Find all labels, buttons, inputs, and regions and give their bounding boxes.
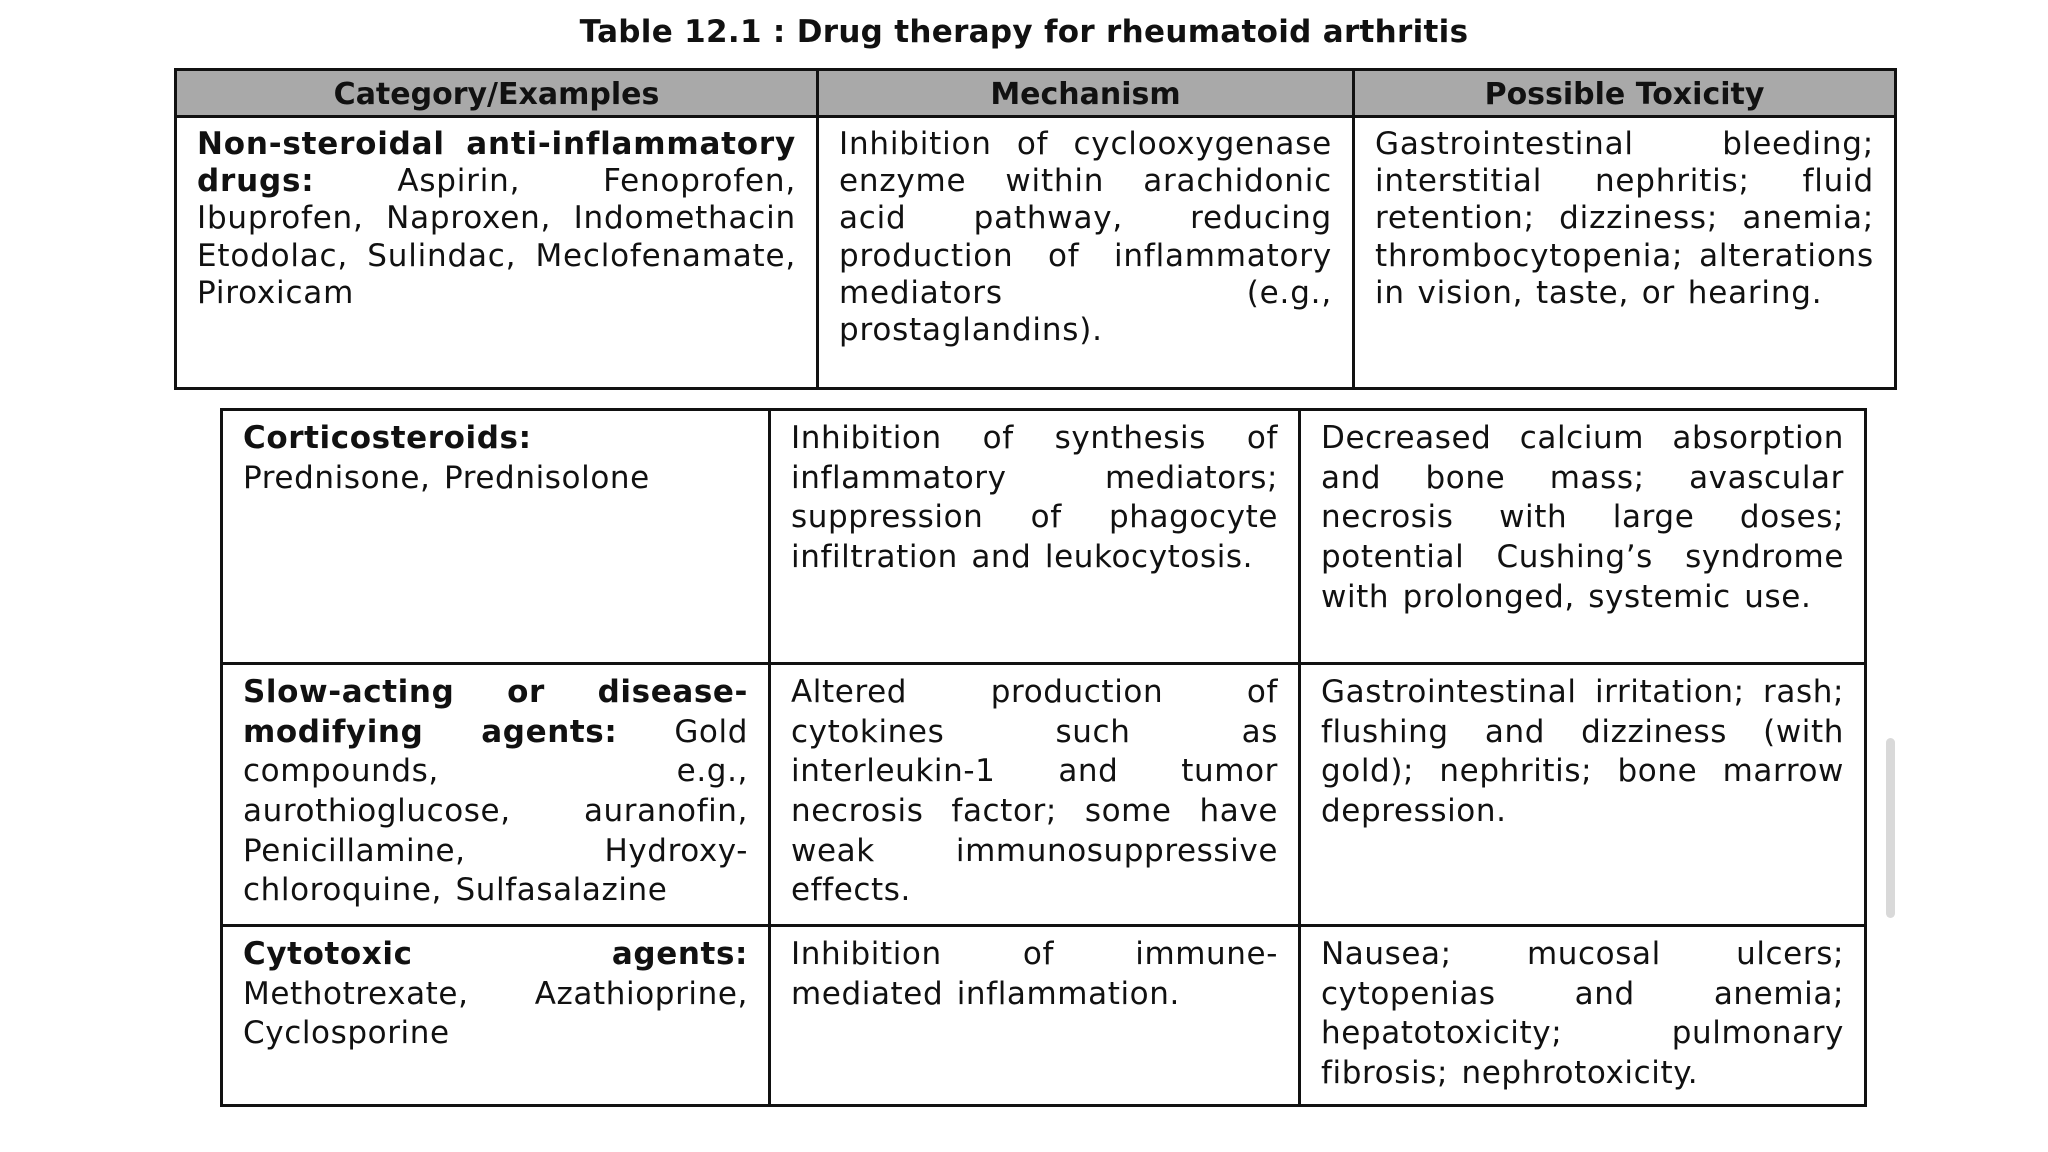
category-name: Cytotoxic agents: <box>243 936 748 972</box>
category-cell <box>222 664 770 926</box>
category-examples: Gold compounds, e.g., aurothioglucose, auranofin, Penicillamine, Hydroxy-chloroquine, Sulfasalazine <box>243 713 748 909</box>
header-category: Category/Examples <box>176 70 818 117</box>
table-title: Table 12.1 : Drug therapy for rheumatoid arthritis <box>579 14 1469 50</box>
mechanism-cell: Altered production of cytokines such as interleukin-1 and tumor necrosis factor; some have weak immunosuppressive effects. <box>770 664 1300 926</box>
category-name: Slow-acting or disease-modifying agents: <box>243 674 748 750</box>
mechanism-cell: Inhibition of immune-mediated inflammation. <box>770 926 1300 1106</box>
toxicity-cell: Gastrointestinal irritation; rash; flushing and dizziness (with gold); nephritis; bone marrow depression. <box>1300 664 1866 926</box>
toxicity-cell: Gastrointestinal bleeding; interstitial nephritis; fluid retention; dizziness; anemia; thrombocytopenia; alterations in vision, taste, or hearing. <box>1354 117 1896 389</box>
table-row <box>222 410 1866 664</box>
drug-table-part-1 <box>174 68 1897 390</box>
toxicity-cell: Nausea; mucosal ulcers; cytopenias and anemia; hepatotoxicity; pulmonary fibrosis; nephrotoxicity. <box>1300 926 1866 1106</box>
category-examples: Prednisone, Prednisolone <box>243 459 650 496</box>
drug-table-part-2 <box>220 408 1867 1107</box>
category-examples: Aspirin, Fenoprofen, Ibuprofen, Naproxen, Indomethacin Etodolac, Sulindac, Meclofenamate, Piroxicam <box>197 163 796 311</box>
mechanism-cell: Inhibition of cyclooxygenase enzyme within arachidonic acid pathway, reducing production of inflammatory mediators (e.g., prostaglandins). <box>818 117 1354 389</box>
mechanism-cell: Inhibition of synthesis of inflammatory mediators; suppression of phagocyte infiltration and leukocytosis. <box>770 410 1300 664</box>
toxicity-cell: Decreased calcium absorption and bone mass; avascular necrosis with large doses; potential Cushing’s syndrome with prolonged, systemic use. <box>1300 410 1866 664</box>
category-name: Corticosteroids: <box>243 420 532 456</box>
category-cell <box>222 410 770 664</box>
header-mechanism: Mechanism <box>818 70 1354 117</box>
table-row <box>222 664 1866 926</box>
category-cell <box>176 117 818 389</box>
vertical-scrollbar[interactable] <box>1886 738 1895 918</box>
category-cell <box>222 926 770 1106</box>
category-name: Non-steroidal anti-inflammatory drugs: <box>197 126 796 200</box>
category-examples: Methotrexate, Azathioprine, Cyclosporine <box>243 975 748 1052</box>
table-row <box>176 117 1896 389</box>
table-row <box>222 926 1866 1106</box>
header-row <box>176 70 1896 117</box>
header-toxicity: Possible Toxicity <box>1354 70 1896 117</box>
